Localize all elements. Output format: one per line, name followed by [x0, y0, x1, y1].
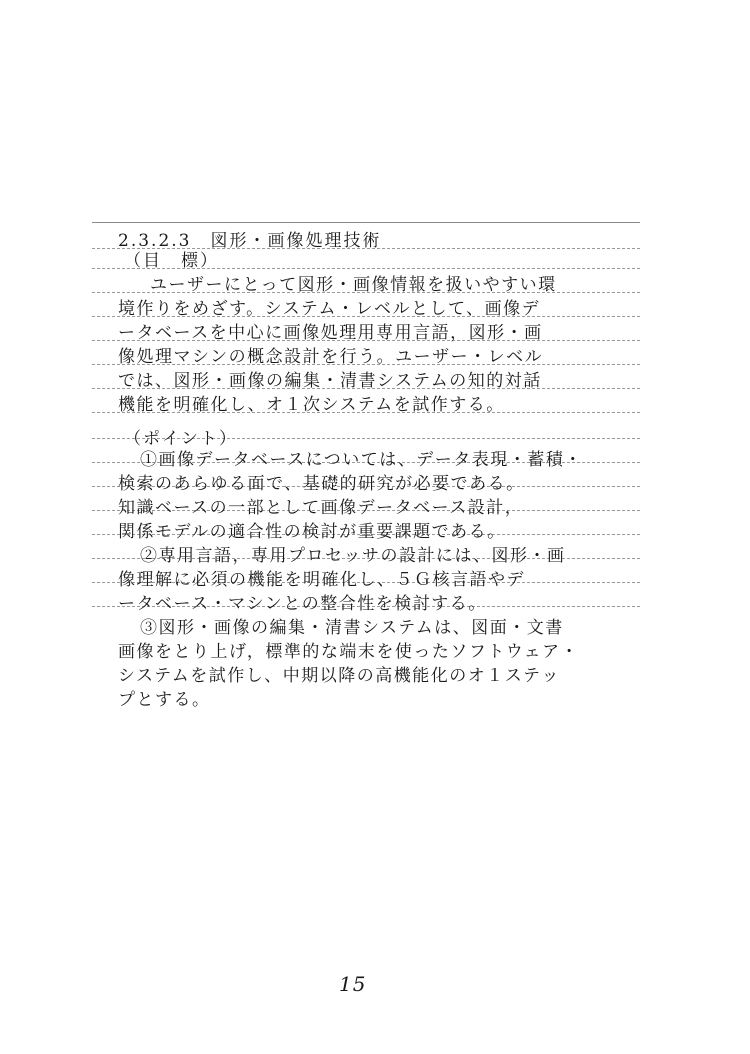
goal-line: ユーザーにとって図形・画像情報を扱いやすい環: [150, 275, 557, 295]
points-line: 像理解に必須の機能を明確化し、５Ｇ核言語やデ: [118, 570, 525, 590]
goal-line: 境作りをめざす。システム・レベルとして、画像デ: [118, 299, 541, 319]
points-line: ータベース・マシンとの整合性を検討する。: [118, 594, 487, 614]
points-line: 検索のあらゆる面で、基礎的研究が必要である。: [118, 474, 525, 494]
points-label: （ポイント）: [124, 429, 238, 449]
points-line: ②専用言語，専用プロセッサの設計には、図形・画: [140, 546, 566, 566]
goal-line: ータベースを中心に画像処理用専用言語，図形・画: [118, 323, 543, 343]
points-line: 関係モデルの適合性の検討が重要課題である。: [118, 522, 506, 542]
goal-line: 機能を明確化し、オ１次システムを試作する。: [118, 395, 505, 415]
points-line: 知識ベースの一部として画像データベース設計，: [118, 498, 524, 518]
points-line: 画像をとり上げ，標準的な端末を使ったソフトウェア・: [118, 642, 580, 662]
points-line: システムを試作し、中期以降の高機能化のオ１ステッ: [118, 666, 560, 686]
goal-line: 像処理マシンの概念設計を行う。ユーザー・レベル: [118, 347, 544, 367]
ruled-line: [92, 222, 640, 223]
section-heading: 2.3.2.3 図形・画像処理技術: [118, 231, 382, 251]
points-line: ①画像データベースについては、データ表現・蓄積・: [140, 450, 583, 470]
goal-line: では、図形・画像の編集・清書システムの知的対話: [118, 371, 542, 391]
points-line: ③図形・画像の編集・清書システムは、図面・文書: [140, 618, 564, 638]
goal-label: （目 標）: [124, 251, 219, 271]
page-number: 15: [339, 972, 367, 996]
points-line: プとする。: [118, 690, 211, 710]
